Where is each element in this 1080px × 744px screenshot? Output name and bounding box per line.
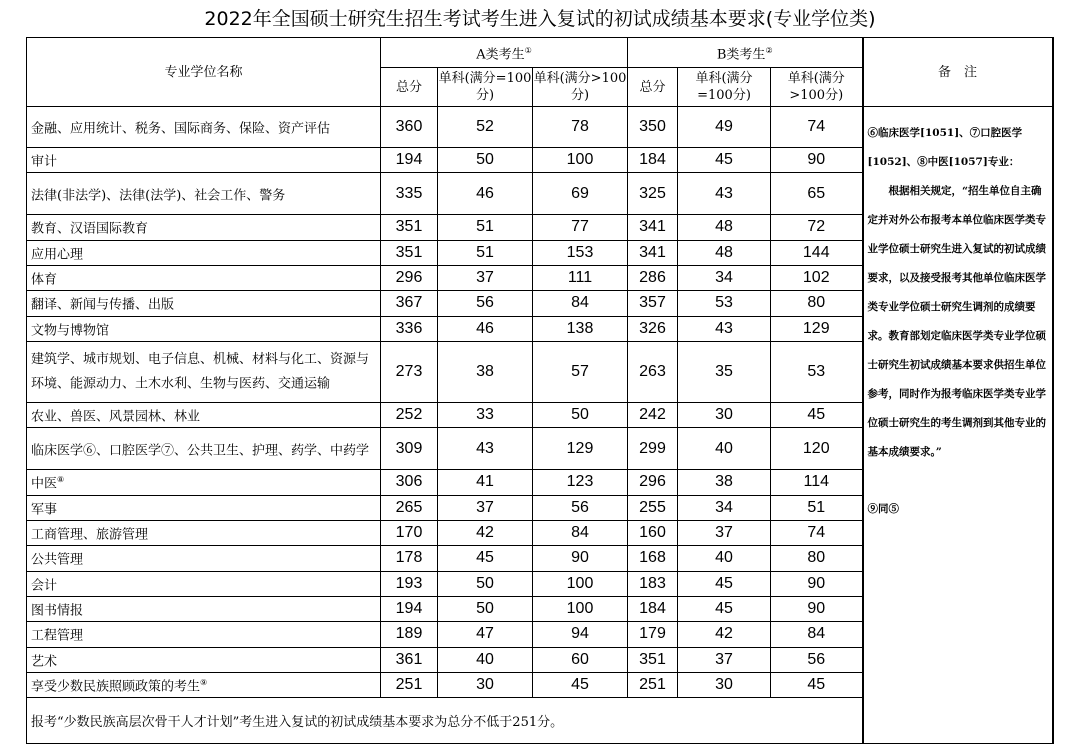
- score-b-singleover: 72: [771, 215, 863, 240]
- score-a-single100: 46: [438, 173, 533, 215]
- score-b-total: 168: [628, 546, 678, 571]
- row-name: 金融、应用统计、税务、国际商务、保险、资产评估: [27, 107, 381, 148]
- score-b-singleover: 51: [771, 495, 863, 520]
- score-a-singleover: 57: [533, 341, 628, 402]
- header-remarks: 备 注: [863, 38, 1053, 107]
- score-b-total: 351: [628, 647, 678, 672]
- score-a-single100: 41: [438, 470, 533, 495]
- score-a-singleover: 50: [533, 402, 628, 427]
- score-b-singleover: 53: [771, 341, 863, 402]
- score-b-single100: 37: [678, 520, 771, 545]
- score-b-single100: 49: [678, 107, 771, 148]
- score-b-singleover: 65: [771, 173, 863, 215]
- row-name: 享受少数民族照顾政策的考生⑨: [27, 672, 381, 697]
- score-a-single100: 56: [438, 291, 533, 316]
- score-a-singleover: 56: [533, 495, 628, 520]
- score-b-singleover: 84: [771, 622, 863, 647]
- header-a-singleover: 单科(满分>100分): [533, 68, 628, 107]
- score-a-single100: 50: [438, 148, 533, 173]
- score-a-total: 367: [381, 291, 438, 316]
- row-name: 体育: [27, 265, 381, 290]
- score-b-single100: 45: [678, 596, 771, 621]
- score-a-singleover: 84: [533, 291, 628, 316]
- score-a-singleover: 138: [533, 316, 628, 341]
- score-a-single100: 42: [438, 520, 533, 545]
- header-name: 专业学位名称: [27, 38, 381, 107]
- score-a-total: 265: [381, 495, 438, 520]
- score-b-single100: 37: [678, 647, 771, 672]
- score-b-single100: 40: [678, 428, 771, 470]
- score-b-single100: 38: [678, 470, 771, 495]
- score-b-total: 184: [628, 148, 678, 173]
- score-b-singleover: 90: [771, 148, 863, 173]
- score-b-single100: 42: [678, 622, 771, 647]
- score-a-total: 194: [381, 148, 438, 173]
- score-b-total: 296: [628, 470, 678, 495]
- score-b-total: 263: [628, 341, 678, 402]
- score-b-total: 255: [628, 495, 678, 520]
- table-row: [27, 107, 1053, 148]
- score-b-total: 183: [628, 571, 678, 596]
- score-a-single100: 50: [438, 571, 533, 596]
- header-b-total: 总分: [628, 68, 678, 107]
- score-b-single100: 30: [678, 402, 771, 427]
- score-b-total: 251: [628, 672, 678, 697]
- row-name: 会计: [27, 571, 381, 596]
- score-b-single100: 40: [678, 546, 771, 571]
- score-a-single100: 51: [438, 240, 533, 265]
- score-b-total: 179: [628, 622, 678, 647]
- score-b-total: 160: [628, 520, 678, 545]
- score-b-total: 184: [628, 596, 678, 621]
- row-name: 公共管理: [27, 546, 381, 571]
- score-a-single100: 33: [438, 402, 533, 427]
- score-a-singleover: 153: [533, 240, 628, 265]
- score-a-total: 306: [381, 470, 438, 495]
- row-name: 工商管理、旅游管理: [27, 520, 381, 545]
- score-b-single100: 45: [678, 571, 771, 596]
- score-a-single100: 40: [438, 647, 533, 672]
- score-a-singleover: 78: [533, 107, 628, 148]
- remarks-note-2: 根据相关规定，“招生单位自主确定并对外公布报考本单位临床医学类专业学位硕士研究生进入复试的初试成绩要求，以及接受报考其他单位临床医学类专业学位硕士研究生调剂的成绩要求。教育部划定临床医学类专业学位硕士研究生初试成绩基本要求供招生单位参考，同时作为报考临床医学类专业学位硕士研究生的考生调剂到其他专业的基本成绩要求。”: [867, 185, 1046, 458]
- score-b-singleover: 56: [771, 647, 863, 672]
- score-b-single100: 34: [678, 495, 771, 520]
- score-b-single100: 35: [678, 341, 771, 402]
- score-a-single100: 50: [438, 596, 533, 621]
- score-a-singleover: 111: [533, 265, 628, 290]
- score-b-singleover: 90: [771, 596, 863, 621]
- score-a-singleover: 129: [533, 428, 628, 470]
- row-name: 临床医学⑥、口腔医学⑦、公共卫生、护理、药学、中药学: [27, 428, 381, 470]
- header-a-single100: 单科(满分=100分): [438, 68, 533, 107]
- score-a-total: 251: [381, 672, 438, 697]
- row-name: 中医⑧: [27, 470, 381, 495]
- score-a-total: 309: [381, 428, 438, 470]
- score-a-singleover: 94: [533, 622, 628, 647]
- row-name: 图书情报: [27, 596, 381, 621]
- score-b-singleover: 102: [771, 265, 863, 290]
- score-b-single100: 48: [678, 215, 771, 240]
- score-a-total: 351: [381, 215, 438, 240]
- score-b-singleover: 45: [771, 402, 863, 427]
- score-b-total: 286: [628, 265, 678, 290]
- score-b-single100: 48: [678, 240, 771, 265]
- score-b-total: 299: [628, 428, 678, 470]
- score-a-total: 252: [381, 402, 438, 427]
- score-b-single100: 43: [678, 316, 771, 341]
- score-b-singleover: 45: [771, 672, 863, 697]
- score-a-total: 335: [381, 173, 438, 215]
- score-a-single100: 52: [438, 107, 533, 148]
- score-b-total: 242: [628, 402, 678, 427]
- score-b-singleover: 129: [771, 316, 863, 341]
- score-a-single100: 37: [438, 495, 533, 520]
- score-a-total: 170: [381, 520, 438, 545]
- score-a-single100: 30: [438, 672, 533, 697]
- score-a-singleover: 77: [533, 215, 628, 240]
- score-b-singleover: 114: [771, 470, 863, 495]
- page-title: 2022年全国硕士研究生招生考试考生进入复试的初试成绩基本要求(专业学位类): [204, 8, 876, 30]
- score-a-singleover: 90: [533, 546, 628, 571]
- header-a-total: 总分: [381, 68, 438, 107]
- score-a-single100: 43: [438, 428, 533, 470]
- score-a-total: 336: [381, 316, 438, 341]
- row-name: 文物与博物馆: [27, 316, 381, 341]
- score-b-total: 341: [628, 240, 678, 265]
- header-b-singleover: 单科(满分>100分): [771, 68, 863, 107]
- score-b-single100: 34: [678, 265, 771, 290]
- score-a-total: 193: [381, 571, 438, 596]
- score-b-singleover: 80: [771, 546, 863, 571]
- score-a-singleover: 100: [533, 571, 628, 596]
- score-a-single100: 46: [438, 316, 533, 341]
- header-a: A类考生①: [381, 38, 628, 68]
- score-a-total: 189: [381, 622, 438, 647]
- score-b-singleover: 120: [771, 428, 863, 470]
- score-b-singleover: 144: [771, 240, 863, 265]
- score-b-singleover: 74: [771, 107, 863, 148]
- score-a-single100: 51: [438, 215, 533, 240]
- header-b: B类考生②: [628, 38, 863, 68]
- score-b-total: 326: [628, 316, 678, 341]
- score-a-total: 194: [381, 596, 438, 621]
- score-b-single100: 53: [678, 291, 771, 316]
- score-b-total: 350: [628, 107, 678, 148]
- score-b-single100: 45: [678, 148, 771, 173]
- score-b-total: 325: [628, 173, 678, 215]
- row-name: 翻译、新闻与传播、出版: [27, 291, 381, 316]
- row-name: 工程管理: [27, 622, 381, 647]
- row-name: 法律(非法学)、法律(法学)、社会工作、警务: [27, 173, 381, 215]
- score-a-single100: 38: [438, 341, 533, 402]
- score-a-single100: 45: [438, 546, 533, 571]
- score-b-total: 341: [628, 215, 678, 240]
- score-a-single100: 47: [438, 622, 533, 647]
- score-a-total: 273: [381, 341, 438, 402]
- score-a-singleover: 69: [533, 173, 628, 215]
- score-a-singleover: 100: [533, 596, 628, 621]
- score-a-total: 361: [381, 647, 438, 672]
- row-name: 应用心理: [27, 240, 381, 265]
- row-name: 建筑学、城市规划、电子信息、机械、材料与化工、资源与环境、能源动力、土木水利、生物与医药、交通运输: [27, 341, 381, 402]
- row-name: 军事: [27, 495, 381, 520]
- remarks-note-3: ⑨同⑤: [867, 503, 899, 515]
- score-a-singleover: 45: [533, 672, 628, 697]
- row-name: 艺术: [27, 647, 381, 672]
- score-b-singleover: 80: [771, 291, 863, 316]
- row-name: 农业、兽医、风景园林、林业: [27, 402, 381, 427]
- score-b-total: 357: [628, 291, 678, 316]
- remarks-cell: [863, 107, 1053, 744]
- score-a-singleover: 100: [533, 148, 628, 173]
- score-b-single100: 30: [678, 672, 771, 697]
- score-a-singleover: 84: [533, 520, 628, 545]
- score-a-single100: 37: [438, 265, 533, 290]
- remarks-note-1: ⑥临床医学[1051]、⑦口腔医学[1052]、⑧中医[1057]专业：: [867, 127, 1023, 168]
- footer-note: 报考“少数民族高层次骨干人才计划”考生进入复试的初试成绩基本要求为总分不低于251分。: [27, 698, 863, 744]
- score-a-total: 351: [381, 240, 438, 265]
- score-a-total: 360: [381, 107, 438, 148]
- score-table: [26, 37, 1054, 744]
- row-name: 教育、汉语国际教育: [27, 215, 381, 240]
- score-a-singleover: 60: [533, 647, 628, 672]
- row-name: 审计: [27, 148, 381, 173]
- score-a-singleover: 123: [533, 470, 628, 495]
- header-b-single100: 单科(满分=100分): [678, 68, 771, 107]
- score-b-singleover: 74: [771, 520, 863, 545]
- score-b-singleover: 90: [771, 571, 863, 596]
- score-a-total: 296: [381, 265, 438, 290]
- score-a-total: 178: [381, 546, 438, 571]
- score-b-single100: 43: [678, 173, 771, 215]
